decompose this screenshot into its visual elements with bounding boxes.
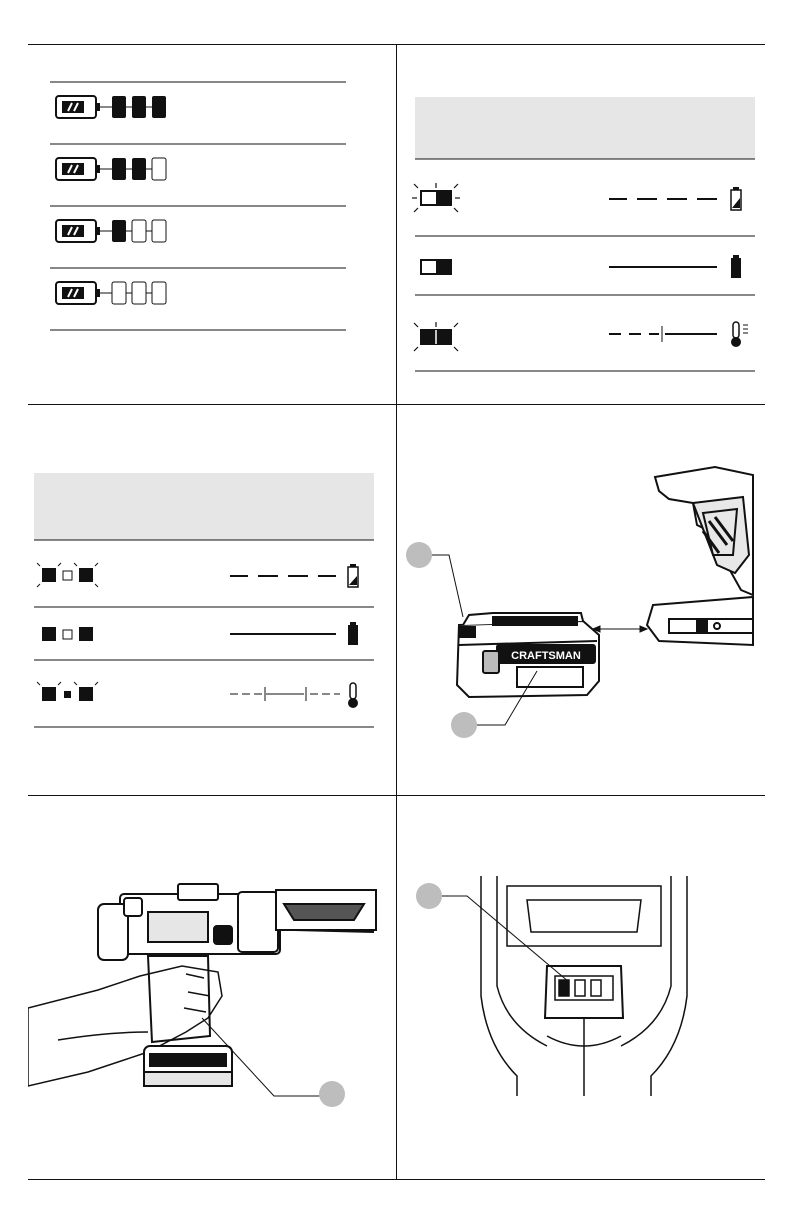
fuel-row-one-third <box>56 220 166 242</box>
charger-b-battery-charging-icon <box>348 564 358 587</box>
tool-battery <box>144 1046 232 1086</box>
direction-switch-svg <box>397 796 765 1179</box>
hot-cold-pattern <box>609 326 717 342</box>
fuel-row-empty <box>56 282 166 304</box>
direction-switch-illustration <box>397 796 765 1179</box>
charger-b-charged-leds <box>42 627 93 641</box>
charging-led-icon <box>412 183 460 212</box>
drill-base <box>647 597 753 645</box>
battery-pack <box>457 613 599 697</box>
charger-b-charging-leds <box>37 563 98 587</box>
charger-indicator-chart-b <box>28 405 396 795</box>
tool-grip-illustration <box>28 796 396 1179</box>
thermometer-icon <box>731 322 748 347</box>
battery-charging-icon <box>731 187 741 210</box>
battery-full-icon <box>731 255 741 278</box>
charger-b-hot-cold-leds <box>37 682 98 701</box>
drill-handle <box>655 467 753 595</box>
callout-release-button <box>406 542 463 617</box>
fuel-gauge-svg <box>28 44 396 404</box>
tool-grip-svg <box>28 796 396 1179</box>
charged-led-icon <box>421 260 451 274</box>
fuel-row-two-thirds <box>56 158 166 180</box>
tool-rear-view <box>481 876 687 1096</box>
battery-insertion-illustration <box>397 405 765 795</box>
charger-b-thermometer-icon <box>348 683 358 708</box>
charger-indicator-chart-a <box>397 44 765 404</box>
brand-label: CRAFTSMAN <box>511 650 581 662</box>
charger-chart-a-svg <box>397 44 765 404</box>
hot-cold-led-icon <box>414 322 458 351</box>
charger-b-battery-full-icon <box>348 622 358 645</box>
battery-insertion-svg <box>397 405 765 795</box>
tool-barrel <box>238 890 376 952</box>
charger-b-hot-cold-pattern <box>230 687 340 701</box>
insert-arrow <box>593 626 647 632</box>
fuel-gauge-chart <box>28 44 396 404</box>
charger-chart-b-svg <box>28 405 396 795</box>
fuel-row-full <box>56 96 166 118</box>
